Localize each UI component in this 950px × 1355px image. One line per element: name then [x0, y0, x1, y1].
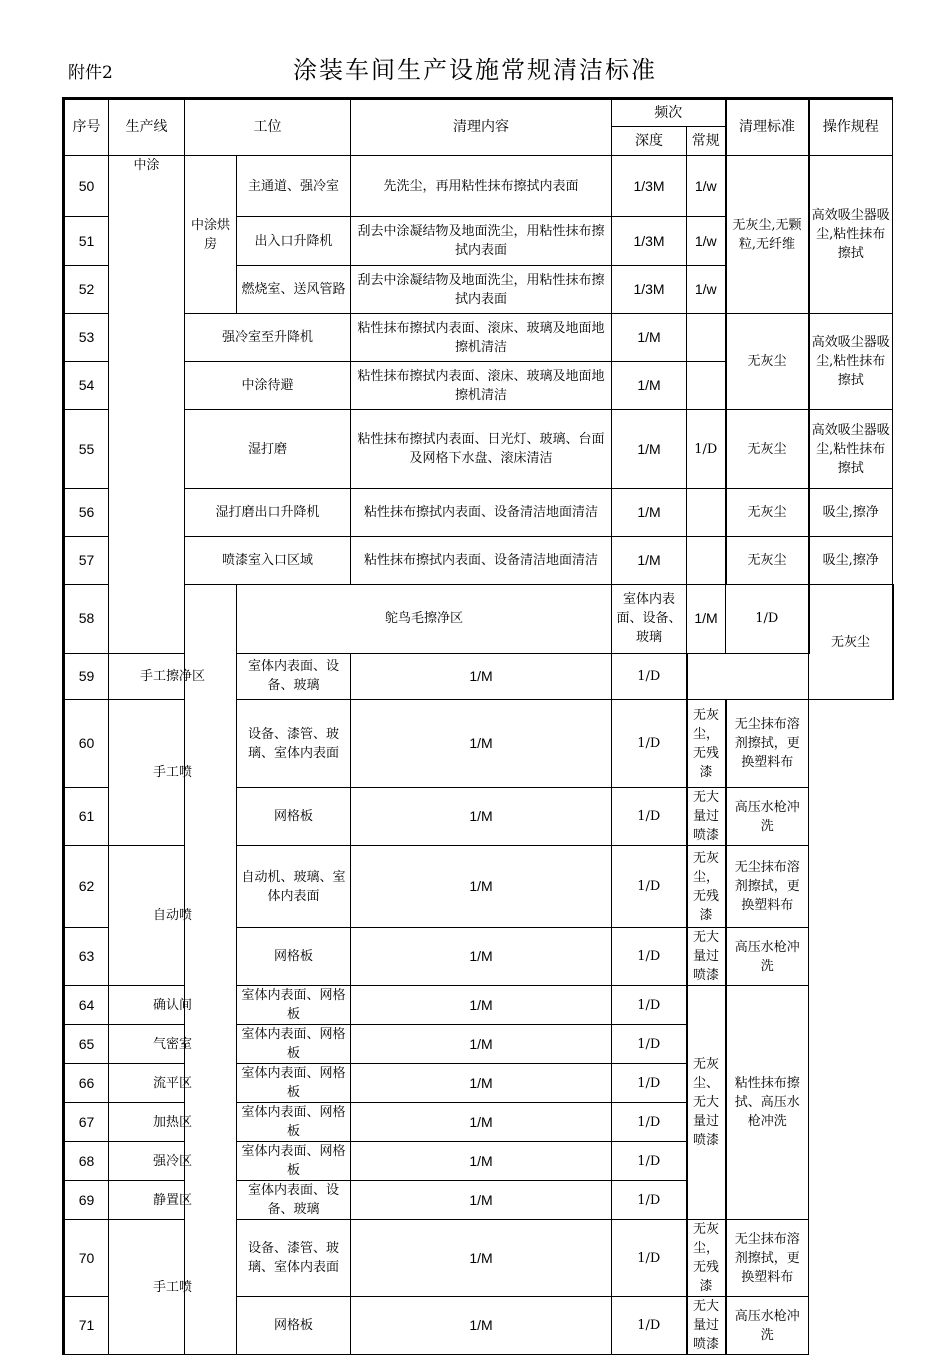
freq-depth: 1/M	[612, 362, 687, 410]
freq-depth: 1/M	[351, 1103, 612, 1142]
row-no: 62	[64, 846, 109, 928]
freq-depth: 1/M	[351, 1297, 612, 1355]
procedure: 高压水枪冲洗	[726, 788, 809, 846]
clean-content: 先洗尘，再用粘性抹布擦拭内表面	[351, 156, 612, 217]
freq-depth: 1/M	[351, 1064, 612, 1103]
row-no: 54	[64, 362, 109, 410]
procedure: 吸尘,擦净	[809, 537, 893, 585]
clean-content: 网格板	[237, 928, 351, 986]
header-no: 序号	[64, 99, 109, 156]
freq-routine: 1/w	[687, 217, 726, 266]
freq-routine: 1/w	[687, 266, 726, 314]
freq-routine: 1/D	[612, 1181, 687, 1220]
station: 静置区	[109, 1181, 237, 1220]
freq-routine: 1/D	[687, 410, 726, 489]
station: 湿打磨出口升降机	[185, 489, 351, 537]
row-no: 61	[64, 788, 109, 846]
freq-routine: 1/D	[612, 788, 687, 846]
clean-content: 室体内表面、网格板	[237, 1142, 351, 1181]
procedure: 无尘抹布溶剂擦拭，更换塑料布	[726, 700, 809, 788]
clean-standard: 无灰尘	[726, 537, 809, 585]
header-line: 生产线	[109, 99, 185, 156]
clean-content: 粘性抹布擦拭内表面、滚床、玻璃及地面地擦机清洁	[351, 362, 612, 410]
freq-routine	[687, 489, 726, 537]
procedure: 无尘抹布溶剂擦拭，更换塑料布	[726, 1220, 809, 1297]
clean-standard: 无灰尘	[809, 585, 893, 700]
row-no: 71	[64, 1297, 109, 1355]
clean-content: 粘性抹布擦拭内表面、设备清洁地面清洁	[351, 489, 612, 537]
clean-standard: 无大量过喷漆	[687, 1297, 726, 1355]
attachment-label: 附件2	[68, 63, 113, 83]
clean-standard: 无灰尘、无大量过喷漆	[687, 986, 726, 1220]
freq-depth: 1/M	[612, 410, 687, 489]
station: 自动喷	[109, 846, 237, 986]
freq-routine: 1/D	[612, 653, 687, 699]
station: 中涂待避	[185, 362, 351, 410]
row-no: 65	[64, 1025, 109, 1064]
station: 手工喷	[109, 700, 237, 846]
freq-depth: 1/M	[351, 788, 612, 846]
production-line: 中涂	[109, 156, 185, 654]
clean-content: 室体内表面、设备、玻璃	[237, 1181, 351, 1220]
clean-content: 粘性抹布擦拭内表面、滚床、玻璃及地面地擦机清洁	[351, 314, 612, 362]
page-title: 涂装车间生产设施常规清洁标准	[293, 56, 657, 84]
freq-routine: 1/D	[612, 846, 687, 928]
station: 气密室	[109, 1025, 237, 1064]
freq-depth: 1/3M	[612, 217, 687, 266]
clean-standard: 无灰尘，无残漆	[687, 1220, 726, 1297]
freq-routine: 1/D	[612, 928, 687, 986]
header-standard: 清理标准	[726, 99, 809, 156]
station: 加热区	[109, 1103, 237, 1142]
freq-depth: 1/M	[351, 700, 612, 788]
row-no: 68	[64, 1142, 109, 1181]
freq-depth: 1/M	[351, 928, 612, 986]
clean-content: 室体内表面、设备、玻璃	[237, 653, 351, 699]
row-no: 58	[64, 585, 109, 654]
clean-content: 室体内表面、网格板	[237, 1064, 351, 1103]
clean-content: 室体内表面、网格板	[237, 986, 351, 1025]
clean-content: 室体内表面、网格板	[237, 1103, 351, 1142]
freq-routine: 1/D	[726, 585, 809, 654]
freq-depth: 1/3M	[612, 156, 687, 217]
clean-standard: 无大量过喷漆	[687, 928, 726, 986]
header-frequency: 频次	[612, 99, 726, 127]
freq-routine	[687, 537, 726, 585]
row-no: 59	[64, 653, 109, 699]
station-group-oven: 中涂烘房	[185, 156, 237, 314]
header-routine: 常规	[687, 127, 726, 156]
freq-depth: 1/M	[351, 1181, 612, 1220]
procedure: 粘性抹布擦拭、高压水枪冲洗	[726, 986, 809, 1220]
station: 手工喷	[109, 1220, 237, 1355]
cleaning-standard-table	[62, 97, 893, 1355]
freq-depth: 1/M	[612, 489, 687, 537]
freq-routine: 1/D	[612, 1142, 687, 1181]
freq-depth: 1/M	[351, 653, 612, 699]
clean-standard: 无大量过喷漆	[687, 788, 726, 846]
clean-standard: 无灰尘，无残漆	[687, 846, 726, 928]
row-no: 50	[64, 156, 109, 217]
row-no: 52	[64, 266, 109, 314]
station: 湿打磨	[185, 410, 351, 489]
header-procedure: 操作规程	[809, 99, 893, 156]
clean-content: 粘性抹布擦拭内表面、日光灯、玻璃、台面及网格下水盘、滚床清洁	[351, 410, 612, 489]
station: 流平区	[109, 1064, 237, 1103]
procedure: 高效吸尘器吸尘,粘性抹布擦拭	[809, 314, 893, 410]
procedure: 吸尘,擦净	[809, 489, 893, 537]
row-no: 53	[64, 314, 109, 362]
row-no: 57	[64, 537, 109, 585]
station: 燃烧室、送风管路	[237, 266, 351, 314]
freq-routine: 1/D	[612, 1025, 687, 1064]
freq-depth: 1/M	[351, 1142, 612, 1181]
station: 手工擦净区	[109, 653, 237, 699]
clean-content: 设备、漆管、玻璃、室体内表面	[237, 700, 351, 788]
freq-routine: 1/D	[612, 1103, 687, 1142]
procedure: 无尘抹布溶剂擦拭，更换塑料布	[726, 846, 809, 928]
clean-standard: 无灰尘	[726, 489, 809, 537]
clean-content: 室体内表面、网格板	[237, 1025, 351, 1064]
procedure: 高压水枪冲洗	[726, 1297, 809, 1355]
station: 主通道、强冷室	[237, 156, 351, 217]
freq-depth: 1/M	[612, 314, 687, 362]
clean-content: 自动机、玻璃、室体内表面	[237, 846, 351, 928]
procedure: 高效吸尘器吸尘,粘性抹布擦拭	[809, 156, 893, 314]
row-no: 56	[64, 489, 109, 537]
freq-depth: 1/M	[612, 537, 687, 585]
clean-content: 网格板	[237, 1297, 351, 1355]
header-station: 工位	[185, 99, 351, 156]
clean-content: 网格板	[237, 788, 351, 846]
freq-depth: 1/3M	[612, 266, 687, 314]
procedure: 高效吸尘器吸尘,粘性抹布擦拭	[809, 410, 893, 489]
station: 鸵鸟毛擦净区	[237, 585, 612, 654]
freq-routine: 1/D	[612, 700, 687, 788]
freq-routine	[687, 362, 726, 410]
header-content: 清理内容	[351, 99, 612, 156]
clean-content: 设备、漆管、玻璃、室体内表面	[237, 1220, 351, 1297]
freq-depth: 1/M	[351, 986, 612, 1025]
row-no: 51	[64, 217, 109, 266]
clean-standard: 无灰尘,无颗粒,无纤维	[726, 156, 809, 314]
clean-content: 室体内表面、设备、玻璃	[612, 585, 687, 654]
row-no: 67	[64, 1103, 109, 1142]
freq-routine: 1/D	[612, 1297, 687, 1355]
freq-depth: 1/M	[687, 585, 726, 654]
row-no: 66	[64, 1064, 109, 1103]
row-no: 60	[64, 700, 109, 788]
clean-content: 粘性抹布擦拭内表面、设备清洁地面清洁	[351, 537, 612, 585]
header-depth: 深度	[612, 127, 687, 156]
station: 喷漆室入口区域	[185, 537, 351, 585]
freq-routine: 1/D	[612, 1064, 687, 1103]
freq-depth: 1/M	[351, 846, 612, 928]
station: 出入口升降机	[237, 217, 351, 266]
clean-content: 刮去中涂凝结物及地面洗尘，用粘性抹布擦拭内表面	[351, 266, 612, 314]
freq-depth: 1/M	[351, 1220, 612, 1297]
freq-routine	[687, 314, 726, 362]
station: 强冷区	[109, 1142, 237, 1181]
row-no: 63	[64, 928, 109, 986]
row-no: 70	[64, 1220, 109, 1297]
row-no: 64	[64, 986, 109, 1025]
procedure: 高压水枪冲洗	[726, 928, 809, 986]
station: 确认间	[109, 986, 237, 1025]
freq-depth: 1/M	[351, 1025, 612, 1064]
clean-content: 刮去中涂凝结物及地面洗尘，用粘性抹布擦拭内表面	[351, 217, 612, 266]
station: 强冷室至升降机	[185, 314, 351, 362]
clean-standard: 无灰尘	[726, 314, 809, 410]
row-no: 69	[64, 1181, 109, 1220]
freq-routine: 1/w	[687, 156, 726, 217]
clean-standard: 无灰尘	[726, 410, 809, 489]
row-no: 55	[64, 410, 109, 489]
freq-routine: 1/D	[612, 986, 687, 1025]
freq-routine: 1/D	[612, 1220, 687, 1297]
clean-standard: 无灰尘，无残漆	[687, 700, 726, 788]
